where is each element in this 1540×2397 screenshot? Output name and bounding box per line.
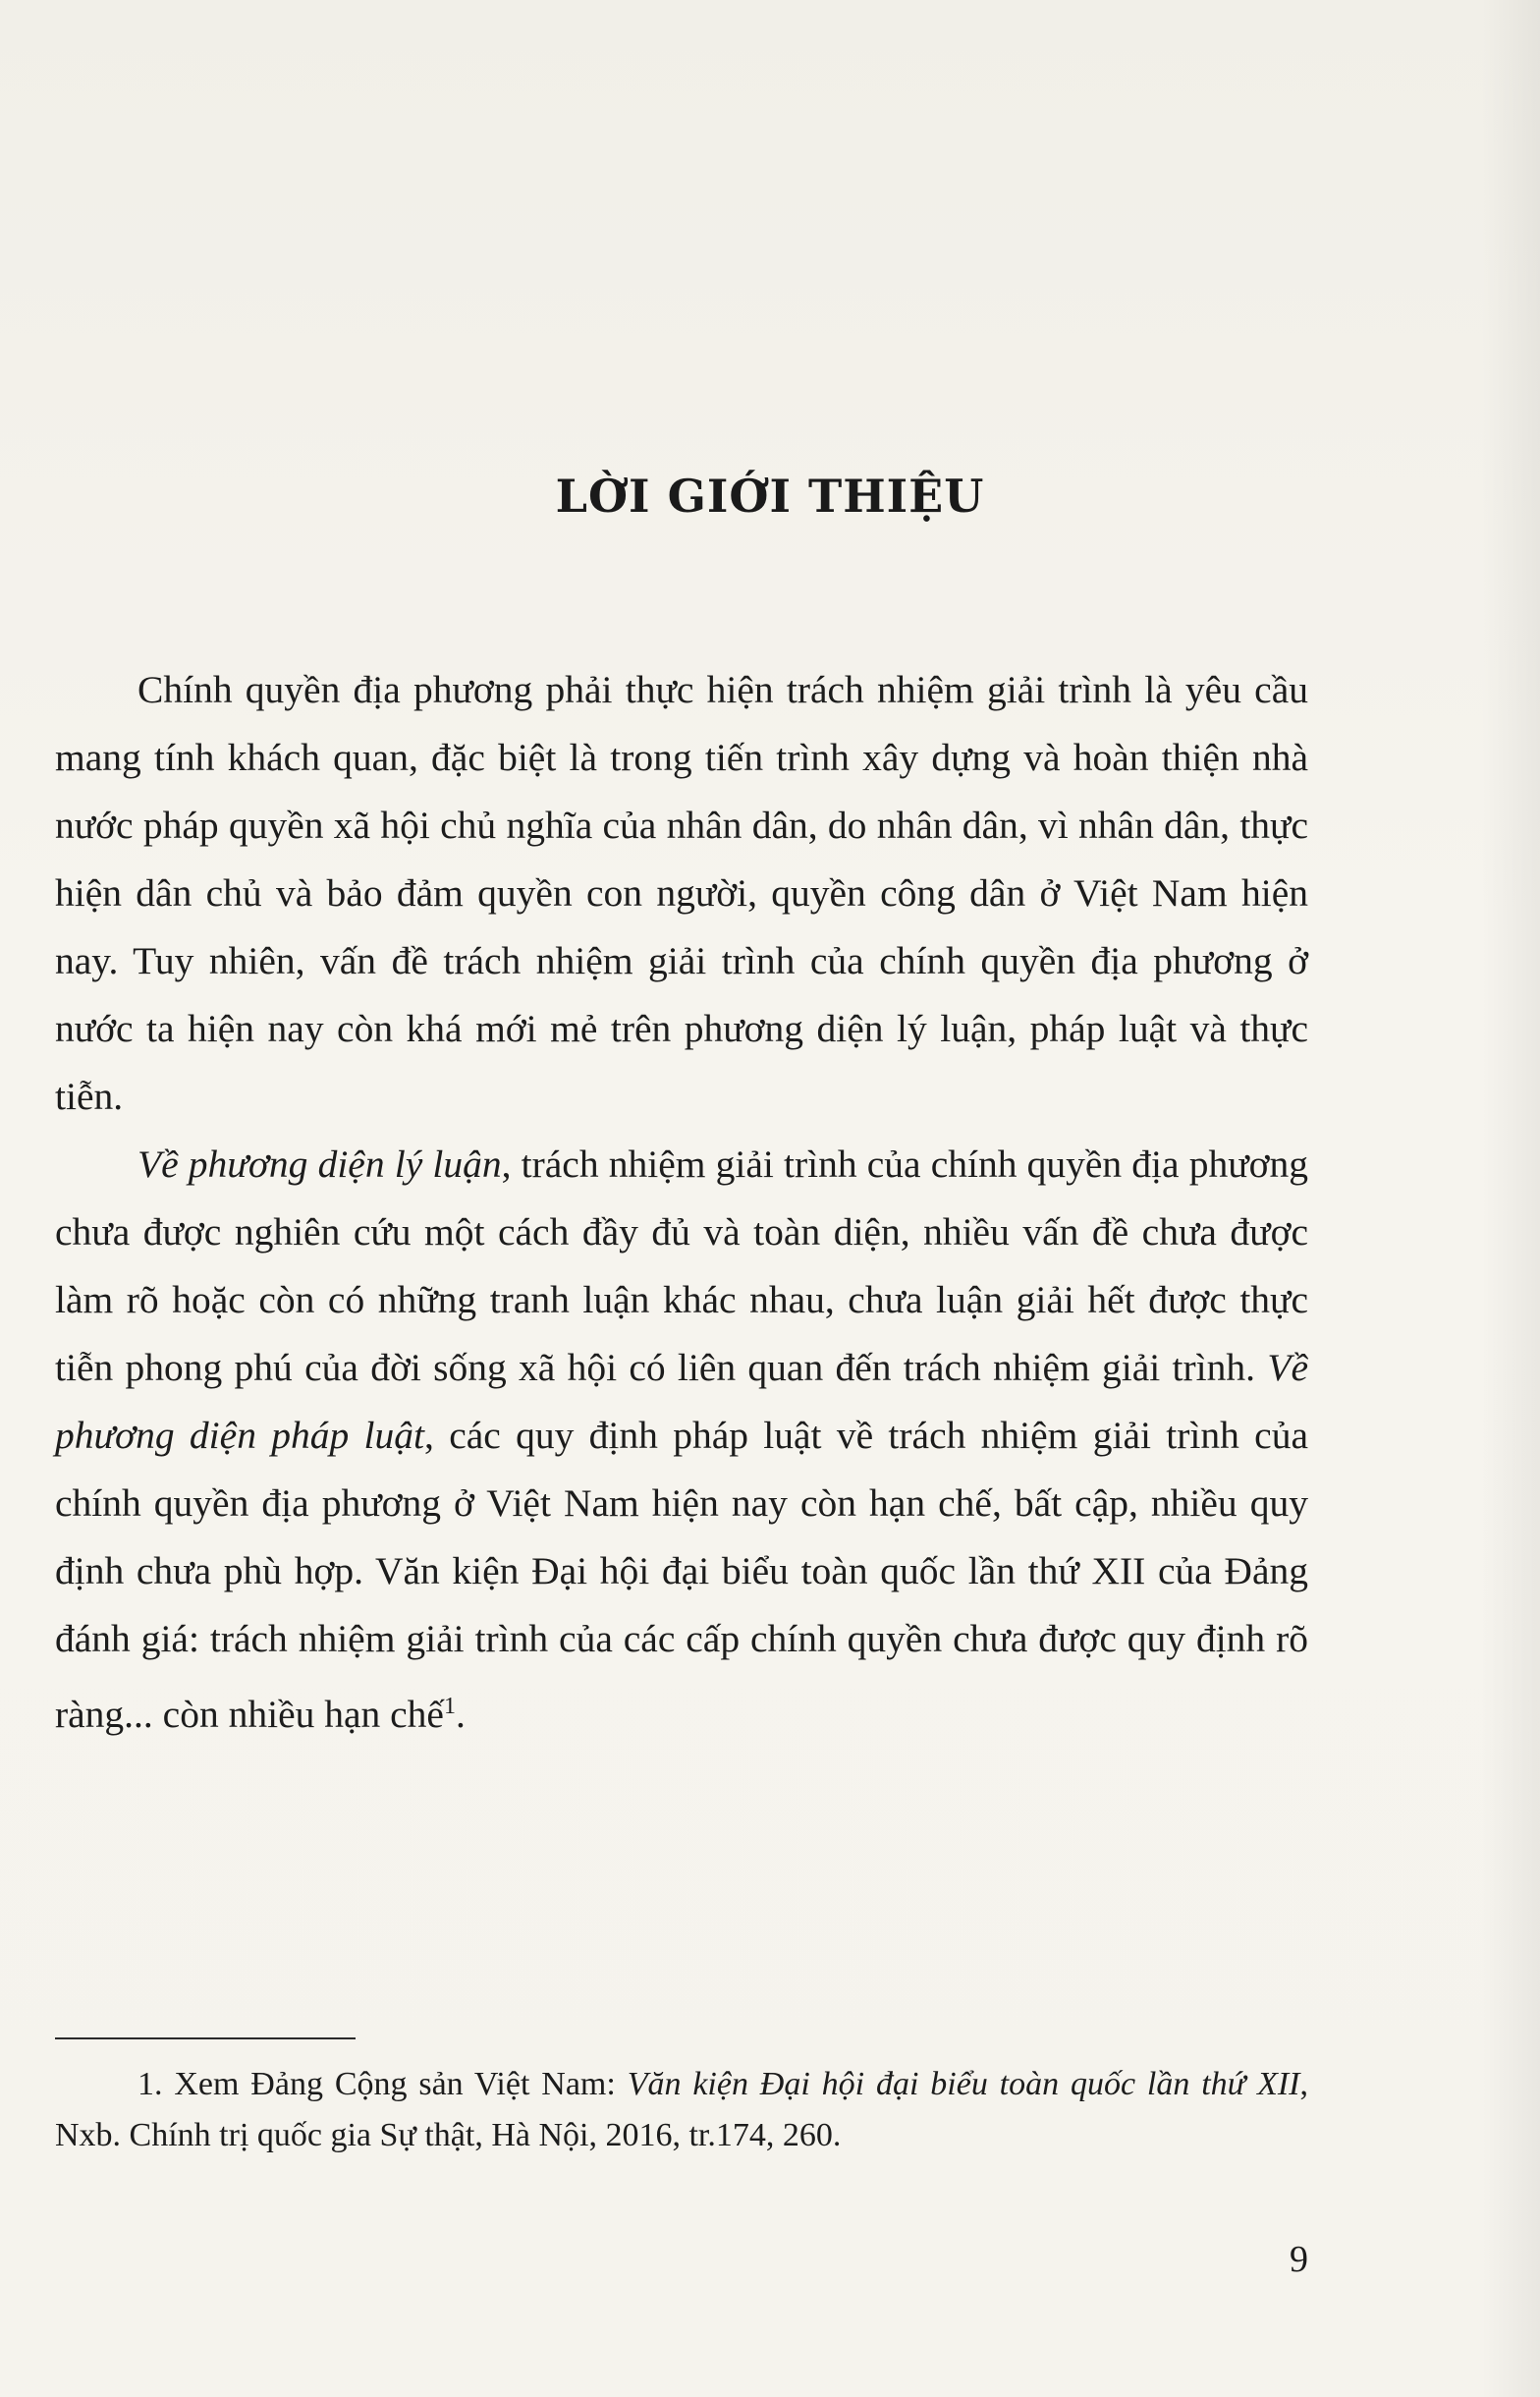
body-text xyxy=(55,656,1308,1749)
paragraph-2-text-2: , các quy định pháp luật về trách nhiệm giải trình của chính quyền địa phương ở Việt Nam hiện nay còn hạn chế, bất cập, nhiều quy định chưa phù hợp. Văn kiện Đại hội đại biểu toàn quốc lần thứ XII của Đảng đánh giá: trách nhiệm giải trình của các cấp chính quyền chưa được quy định rõ ràng... còn nhiều hạn chế xyxy=(55,1414,1308,1737)
footnote-prefix: 1. Xem Đảng Cộng sản Việt Nam: xyxy=(138,2066,628,2102)
footnote-title: Văn kiện Đại hội đại biểu toàn quốc lần thứ XII xyxy=(627,2066,1300,2102)
paragraph-2-end: . xyxy=(455,1693,466,1737)
page-number: 9 xyxy=(1290,2239,1308,2280)
italic-phrase-law: Về phương diện pháp luật xyxy=(55,1346,1308,1457)
paragraph-2-text-1: , trách nhiệm giải trình của chính quyền địa phương chưa được nghiên cứu một cách đầy đủ và toàn diện, nhiều vấn đề chưa được làm rõ hoặc còn có những tranh luận khác nhau, chưa luận giải hết được thực tiễn phong phú của đời sống xã hội có liên quan đến trách nhiệm giải trình. xyxy=(55,1143,1308,1389)
footnote-suffix: , Nxb. Chính trị quốc gia Sự thật, Hà Nội, 2016, tr.174, 260. xyxy=(55,2066,1309,2153)
page-title: LỜI GIỚI THIỆU xyxy=(555,470,985,523)
footnote-reference: 1 xyxy=(443,1694,456,1719)
page-edge-shadow xyxy=(1481,0,1540,2397)
paragraph-1: Chính quyền địa phương phải thực hiện trách nhiệm giải trình là yêu cầu mang tính khách quan, đặc biệt là trong tiến trình xây dựng và hoàn thiện nhà nước pháp quyền xã hội chủ nghĩa của nhân dân, do nhân dân, vì nhân dân, thực hiện dân chủ và bảo đảm quyền con người, quyền công dân ở Việt Nam hiện nay. Tuy nhiên, vấn đề trách nhiệm giải trình của chính quyền địa phương ở nước ta hiện nay còn khá mới mẻ trên phương diện lý luận, pháp luật và thực tiễn. xyxy=(55,668,1308,1118)
paragraph-2 xyxy=(55,1131,1308,1749)
footnote-divider xyxy=(55,2037,356,2039)
footnote xyxy=(55,2059,1308,2161)
italic-phrase-theory: Về phương diện lý luận xyxy=(138,1143,502,1186)
